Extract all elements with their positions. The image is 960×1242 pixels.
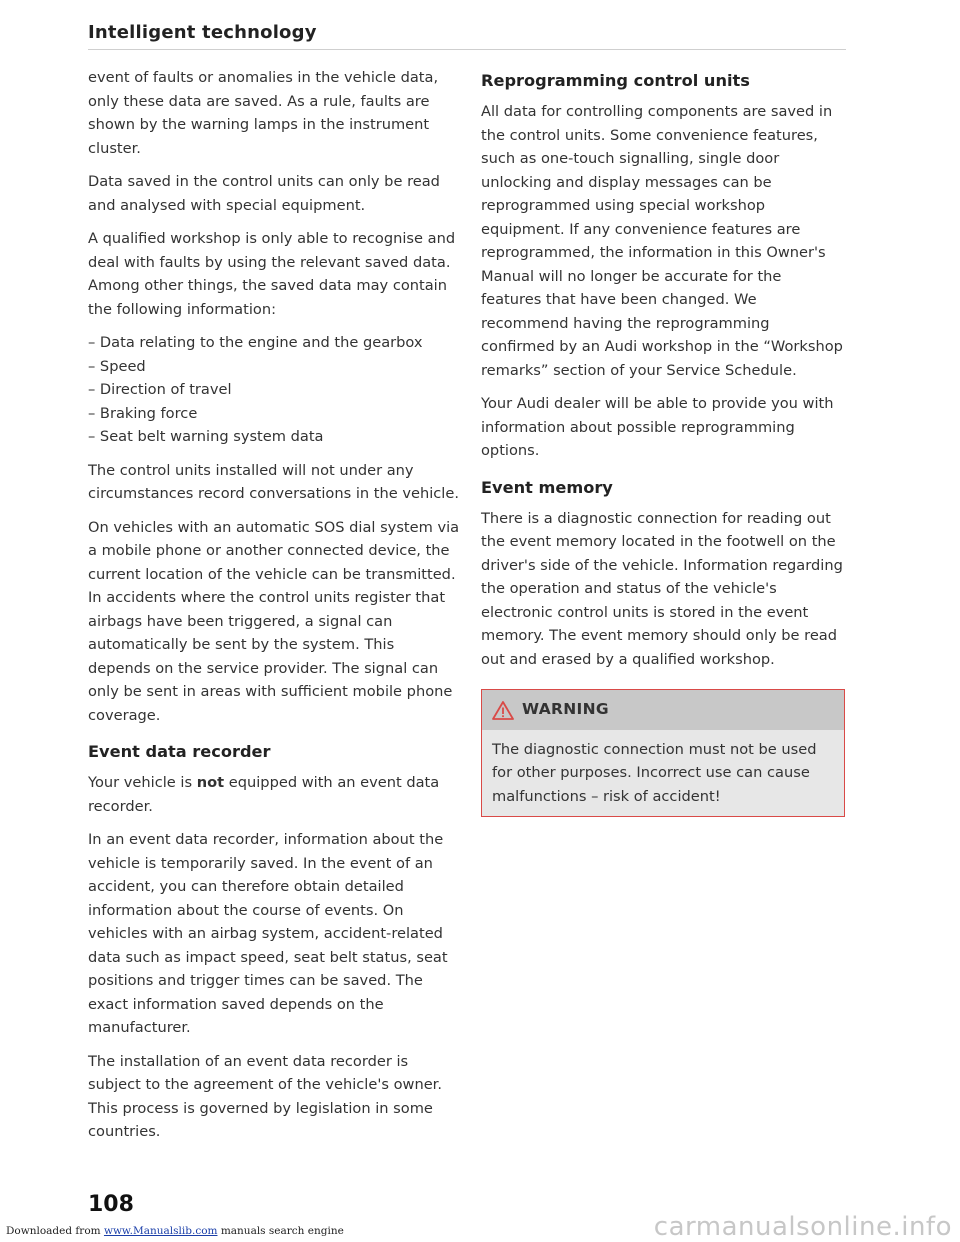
right-column bbox=[481, 66, 845, 817]
paragraph: All data for controlling components are saved in the control units. Some convenience features, such as one-touch signalling, single door unlocking and display messages can be reprogrammed using special workshop equipment. If any convenience features are reprogrammed, the information in this Owner's Manual will no longer be accurate for the features that have been changed. We recommend having the reprogramming confirmed by an Audi workshop in the “Workshop remarks” section of your Service Schedule. bbox=[481, 103, 843, 379]
download-footer bbox=[6, 1225, 344, 1237]
warning-title: WARNING bbox=[522, 700, 609, 718]
paragraph: In an event data recorder, information about the vehicle is temporarily saved. In the event of an accident, you can therefore obtain detailed information about the course of events. On vehicles with an airbag system, accident-related data such as impact speed, seat belt status, seat positions and trigger times can be saved. The exact information saved depends on the manufacturer. bbox=[88, 831, 448, 1036]
paragraph: Data saved in the control units can only be read and analysed with special equipment. bbox=[88, 173, 440, 214]
paragraph: The installation of an event data recorder is subject to the agreement of the vehicle's owner. This process is governed by legislation in some countries. bbox=[88, 1052, 442, 1140]
section-heading-reprogramming: Reprogramming control units bbox=[481, 71, 750, 90]
list-item: – Speed bbox=[88, 357, 146, 375]
header-divider bbox=[88, 49, 846, 50]
text: equipped with an event data recorder. bbox=[88, 774, 440, 815]
paragraph: Your Audi dealer will be able to provide you with information about possible reprogramming options. bbox=[481, 395, 834, 459]
list-item: – Data relating to the engine and the gearbox bbox=[88, 334, 423, 351]
footer-prefix: Downloaded from bbox=[6, 1225, 104, 1237]
paragraph bbox=[88, 771, 460, 818]
data-list bbox=[88, 331, 460, 449]
page-header-title: Intelligent technology bbox=[88, 22, 317, 43]
section-heading-event-memory: Event memory bbox=[481, 477, 613, 497]
list-item: – Braking force bbox=[88, 404, 198, 422]
paragraph: The control units installed will not under any circumstances record conversations in the vehicle. bbox=[88, 461, 459, 502]
watermark: carmanualsonline.info bbox=[653, 1212, 952, 1242]
emphasis-text: not bbox=[196, 774, 225, 791]
list-item: – Direction of travel bbox=[88, 381, 232, 398]
paragraph: event of faults or anomalies in the vehicle data, only these data are saved. As a rule, faults are shown by the warning lamps in the instrument cluster. bbox=[88, 69, 439, 157]
warning-box bbox=[481, 689, 845, 817]
footer-suffix: manuals search engine bbox=[217, 1225, 344, 1237]
section-heading-event-data-recorder: Event data recorder bbox=[88, 742, 271, 761]
left-column bbox=[88, 66, 460, 1154]
list-item: – Seat belt warning system data bbox=[88, 428, 324, 445]
paragraph: There is a diagnostic connection for reading out the event memory located in the footwell on the driver's side of the vehicle. Information regarding the operation and status of the vehicle's electronic control units is stored in the event memory. The event memory should only be read out and erased by a qualified workshop. bbox=[481, 509, 843, 668]
warning-text: The diagnostic connection must not be used for other purposes. Incorrect use can cause malfunctions – risk of accident! bbox=[492, 740, 817, 805]
paragraph: On vehicles with an automatic SOS dial system via a mobile phone or another connected device, the current location of the vehicle can be transmitted. In accidents where the control units register that airbags have been triggered, a signal can automatically be sent by the system. This depends on the service provider. The signal can only be sent in areas with sufficient mobile phone coverage. bbox=[88, 518, 460, 724]
manualslib-link[interactable]: www.Manualslib.com bbox=[103, 1225, 218, 1237]
warning-triangle-icon bbox=[492, 700, 514, 720]
text: Your vehicle is bbox=[88, 774, 197, 791]
page-number: 108 bbox=[88, 1192, 134, 1217]
paragraph: A qualified workshop is only able to recognise and deal with faults by using the relevant saved data. Among other things, the saved data may contain the following information: bbox=[88, 230, 456, 318]
warning-header bbox=[482, 690, 844, 730]
